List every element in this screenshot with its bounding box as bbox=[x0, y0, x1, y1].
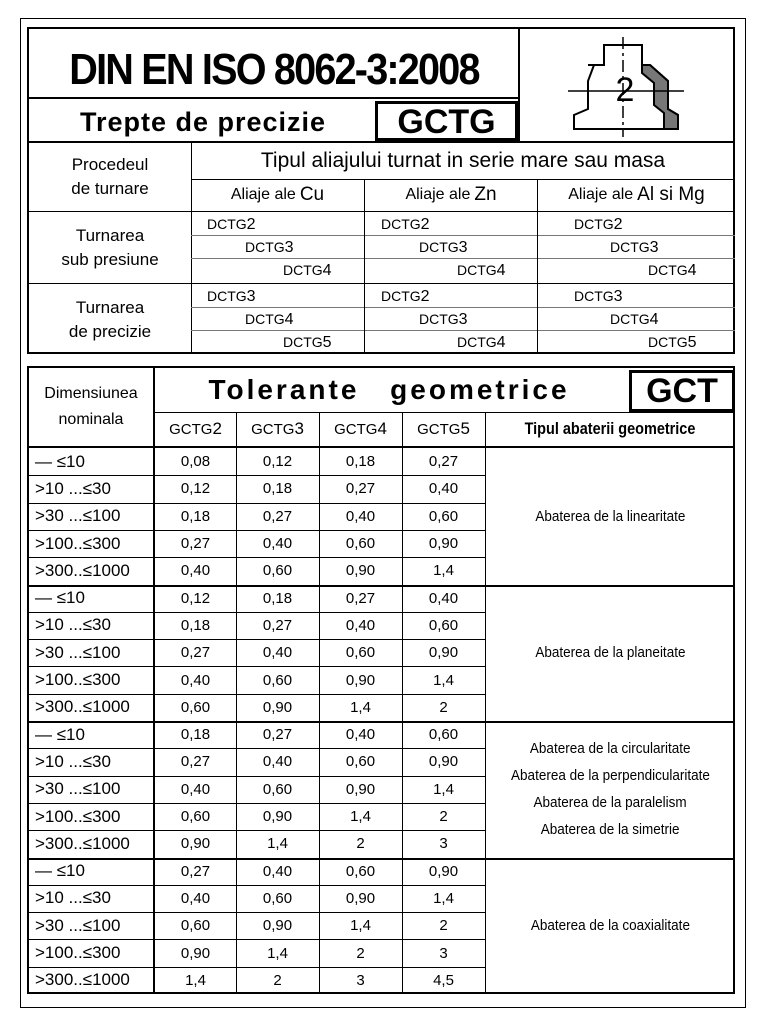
tolerance-value-cell: 0,60 bbox=[262, 671, 293, 689]
tolerance-value-cell: 0,27 bbox=[262, 726, 293, 744]
tolerance-value-cell: 0,60 bbox=[428, 616, 459, 634]
tolerance-value-cell: 0,90 bbox=[262, 808, 293, 826]
nominal-dimension-cell: >300..≤1000 bbox=[35, 697, 130, 717]
tolerance-value-cell: 0,40 bbox=[262, 753, 293, 771]
dctg-grade: DCTG3 bbox=[419, 239, 468, 256]
dctg-grade: DCTG3 bbox=[419, 311, 468, 328]
deviation-type-cell: Abaterea de la circularitate Abaterea de la perpendicularitate Abaterea de la paralelism Abaterea de la simetrie bbox=[510, 740, 710, 839]
tolerance-value-cell: 4,5 bbox=[433, 971, 454, 989]
gct-code-box: GCT bbox=[629, 370, 735, 412]
geometric-tolerances-block bbox=[27, 366, 735, 994]
procedure-precision-casting: Turnarea de precizie bbox=[68, 298, 152, 341]
tolerance-value-cell: 0,18 bbox=[180, 616, 211, 634]
tolerance-value-cell: 0,18 bbox=[180, 726, 211, 744]
dctg-grade: DCTG2 bbox=[207, 216, 256, 233]
gctg-code-box: GCTG bbox=[375, 101, 518, 141]
nominal-dimension-cell: >30 ...≤100 bbox=[35, 642, 121, 662]
tolerance-value-cell: 1,4 bbox=[433, 780, 454, 798]
tolerance-value-cell: 0,60 bbox=[428, 726, 459, 744]
tolerance-value-cell: 2 bbox=[439, 698, 448, 716]
tolerance-value-cell: 0,40 bbox=[180, 780, 211, 798]
tolerance-value-cell: 0,40 bbox=[180, 889, 211, 907]
tolerance-value-cell: 2 bbox=[439, 808, 448, 826]
tolerance-value-cell: 0,18 bbox=[180, 507, 211, 525]
tolerance-value-cell: 0,18 bbox=[262, 480, 293, 498]
standard-title: DIN EN ISO 8062-3:2008 bbox=[69, 45, 479, 94]
nominal-dimension-cell: — ≤10 bbox=[35, 861, 85, 881]
tolerance-value-cell: 1,4 bbox=[350, 917, 371, 935]
tolerance-value-cell: 1,4 bbox=[267, 944, 288, 962]
tolerance-value-cell: 0,60 bbox=[262, 889, 293, 907]
dctg-grade: DCTG2 bbox=[381, 216, 430, 233]
dctg-grade: DCTG4 bbox=[457, 262, 506, 279]
procedure-header: Procedeul de turnare bbox=[71, 155, 149, 198]
nominal-dimension-cell: >10 ...≤30 bbox=[35, 888, 111, 908]
tolerance-value-cell: 1,4 bbox=[350, 698, 371, 716]
icon-number: 2 bbox=[615, 71, 635, 109]
tolerance-value-cell: 0,90 bbox=[180, 944, 211, 962]
grade-column-header: GCTG 2 bbox=[169, 419, 222, 438]
tolerance-value-cell: 0,60 bbox=[345, 862, 376, 880]
grade-column-header: GCTG 3 bbox=[251, 419, 304, 438]
nominal-dimension-cell: >100..≤300 bbox=[35, 670, 121, 690]
nominal-dimension-header: Dimensiunea nominala bbox=[44, 385, 138, 428]
tolerance-value-cell: 0,12 bbox=[262, 453, 293, 471]
nominal-dimension-cell: >100..≤300 bbox=[35, 806, 121, 826]
tolerance-value-cell: 1,4 bbox=[185, 971, 206, 989]
tolerance-value-cell: 0,60 bbox=[180, 808, 211, 826]
tolerance-value-cell: 0,27 bbox=[345, 480, 376, 498]
casting-part-icon bbox=[518, 29, 735, 143]
tolerance-value-cell: 0,90 bbox=[345, 671, 376, 689]
tolerance-value-cell: 0,60 bbox=[345, 644, 376, 662]
nominal-dimension-cell: >100..≤300 bbox=[35, 943, 121, 963]
procedure-die-casting: Turnarea sub presiune bbox=[61, 226, 159, 269]
dctg-grade: DCTG5 bbox=[283, 334, 332, 351]
tolerance-value-cell: 0,27 bbox=[180, 535, 211, 553]
dctg-grade: DCTG4 bbox=[245, 311, 294, 328]
tolerance-value-cell: 0,40 bbox=[262, 535, 293, 553]
tolerance-value-cell: 0,40 bbox=[262, 644, 293, 662]
deviation-type-cell: Abaterea de la planeitate bbox=[534, 644, 686, 662]
dctg-grade: DCTG2 bbox=[381, 288, 430, 305]
deviation-type-cell: Abaterea de la linearitate bbox=[534, 507, 686, 525]
alloy-type-header: Tipul aliajului turnat in serie mare sau masa bbox=[260, 149, 666, 172]
tolerance-value-cell: 0,27 bbox=[180, 644, 211, 662]
tolerance-value-cell: 1,4 bbox=[433, 562, 454, 580]
nominal-dimension-cell: >30 ...≤100 bbox=[35, 915, 121, 935]
tolerance-value-cell: 0,90 bbox=[428, 753, 459, 771]
alloy-al-mg-header: Aliaje ale Al si Mg bbox=[568, 184, 705, 205]
alloy-cu-header: Aliaje ale Cu bbox=[230, 184, 325, 205]
tolerance-value-cell: 0,40 bbox=[345, 507, 376, 525]
nominal-dimension-cell: >100..≤300 bbox=[35, 533, 121, 553]
tolerance-value-cell: 0,40 bbox=[345, 616, 376, 634]
tolerance-value-cell: 2 bbox=[356, 835, 365, 853]
tolerance-value-cell: 3 bbox=[439, 835, 448, 853]
precision-grades-block bbox=[27, 27, 735, 354]
tolerance-value-cell: 0,90 bbox=[428, 862, 459, 880]
tolerance-value-cell: 3 bbox=[439, 944, 448, 962]
tolerance-value-cell: 3 bbox=[356, 971, 365, 989]
tolerance-value-cell: 0,60 bbox=[345, 753, 376, 771]
tolerance-value-cell: 0,27 bbox=[262, 616, 293, 634]
deviation-type-header: Tipul abaterii geometrice bbox=[524, 419, 696, 438]
tolerance-value-cell: 1,4 bbox=[433, 889, 454, 907]
dctg-grade: DCTG3 bbox=[245, 239, 294, 256]
tolerance-value-cell: 0,90 bbox=[345, 889, 376, 907]
tolerance-value-cell: 0,60 bbox=[262, 780, 293, 798]
precision-subtitle: Trepte de precizie bbox=[79, 107, 327, 137]
dctg-grade: DCTG5 bbox=[648, 334, 697, 351]
tolerance-value-cell: 0,27 bbox=[262, 507, 293, 525]
tolerance-value-cell: 0,18 bbox=[345, 453, 376, 471]
grade-column-header: GCTG 4 bbox=[334, 419, 387, 438]
tolerance-value-cell: 0,27 bbox=[180, 753, 211, 771]
tolerance-value-cell: 0,90 bbox=[262, 698, 293, 716]
tolerance-value-cell: 0,90 bbox=[180, 835, 211, 853]
tolerance-value-cell: 0,40 bbox=[428, 589, 459, 607]
geometric-tolerances-title: Tolerante geometrice bbox=[208, 374, 570, 405]
deviation-type-cell: Abaterea de la coaxialitate bbox=[530, 917, 690, 935]
tolerance-value-cell: 0,90 bbox=[345, 780, 376, 798]
nominal-dimension-cell: >30 ...≤100 bbox=[35, 506, 121, 526]
tolerance-value-cell: 1,4 bbox=[350, 808, 371, 826]
tolerance-value-cell: 1,4 bbox=[267, 835, 288, 853]
nominal-dimension-cell: >10 ...≤30 bbox=[35, 751, 111, 771]
tolerance-value-cell: 0,40 bbox=[262, 862, 293, 880]
dctg-grade: DCTG2 bbox=[574, 216, 623, 233]
tolerance-value-cell: 0,27 bbox=[345, 589, 376, 607]
tolerance-value-cell: 0,60 bbox=[180, 698, 211, 716]
dctg-grade: DCTG3 bbox=[207, 288, 256, 305]
tolerance-value-cell: 2 bbox=[356, 944, 365, 962]
tolerance-value-cell: 0,40 bbox=[180, 671, 211, 689]
tolerance-value-cell: 2 bbox=[439, 917, 448, 935]
tolerance-value-cell: 0,12 bbox=[180, 589, 211, 607]
grade-column-header: GCTG 5 bbox=[417, 419, 470, 438]
tolerance-value-cell: 0,90 bbox=[345, 562, 376, 580]
tolerance-value-cell: 0,08 bbox=[180, 453, 211, 471]
nominal-dimension-cell: >300..≤1000 bbox=[35, 833, 130, 853]
tolerance-value-cell: 0,40 bbox=[180, 562, 211, 580]
nominal-dimension-cell: >300..≤1000 bbox=[35, 560, 130, 580]
nominal-dimension-cell: — ≤10 bbox=[35, 588, 85, 608]
tolerance-value-cell: 2 bbox=[273, 971, 282, 989]
tolerance-value-cell: 0,18 bbox=[262, 589, 293, 607]
nominal-dimension-cell: — ≤10 bbox=[35, 724, 85, 744]
tolerance-value-cell: 0,60 bbox=[180, 917, 211, 935]
nominal-dimension-cell: >30 ...≤100 bbox=[35, 779, 121, 799]
tolerance-value-cell: 0,40 bbox=[345, 726, 376, 744]
nominal-dimension-cell: >10 ...≤30 bbox=[35, 478, 111, 498]
dctg-grade: DCTG4 bbox=[610, 311, 659, 328]
nominal-dimension-cell: >10 ...≤30 bbox=[35, 615, 111, 635]
tolerance-value-cell: 0,12 bbox=[180, 480, 211, 498]
dctg-grade: DCTG3 bbox=[574, 288, 623, 305]
dctg-grade: DCTG4 bbox=[648, 262, 697, 279]
dctg-grade: DCTG4 bbox=[457, 334, 506, 351]
tolerance-value-cell: 0,90 bbox=[262, 917, 293, 935]
tolerance-value-cell: 0,60 bbox=[428, 507, 459, 525]
alloy-zn-header: Aliaje ale Zn bbox=[405, 184, 497, 205]
tolerance-value-cell: 0,90 bbox=[428, 644, 459, 662]
tolerance-value-cell: 1,4 bbox=[433, 671, 454, 689]
tolerance-value-cell: 0,60 bbox=[345, 535, 376, 553]
dctg-grade: DCTG4 bbox=[283, 262, 332, 279]
tolerance-value-cell: 0,60 bbox=[262, 562, 293, 580]
nominal-dimension-cell: — ≤10 bbox=[35, 451, 85, 471]
nominal-dimension-cell: >300..≤1000 bbox=[35, 970, 130, 990]
tolerance-value-cell: 0,27 bbox=[428, 453, 459, 471]
tolerance-value-cell: 0,90 bbox=[428, 535, 459, 553]
tolerance-value-cell: 0,27 bbox=[180, 862, 211, 880]
dctg-grade: DCTG3 bbox=[610, 239, 659, 256]
tolerance-value-cell: 0,40 bbox=[428, 480, 459, 498]
